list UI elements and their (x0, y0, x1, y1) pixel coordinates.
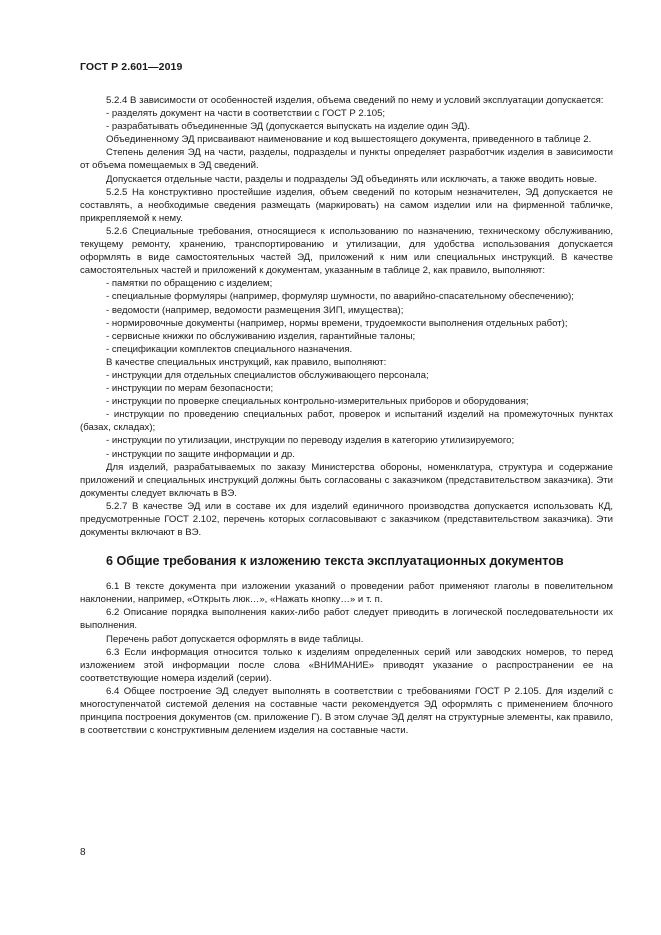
list-item: - памятки по обращению с изделием; (106, 278, 273, 290)
list-item: - инструкции по защите информации и др. (106, 448, 295, 460)
list-item: - нормировочные документы (например, нормы времени, трудоемкости выполнения отдельных работ); (106, 317, 568, 329)
document-body (80, 94, 613, 737)
list-item: - инструкции по проведению специальных работ, проверок и испытаний изделий на промежуточных пунктах (базах, складах); (80, 409, 613, 434)
paragraph-5-2-5: 5.2.5 На конструктивно простейшие изделия, объем сведений по которым незначителен, ЭД допускается не составлять, а необходимые сведения размещать (маркировать) на самом изделии или на фирменной табличке, прикрепляемой к нему. (80, 186, 613, 224)
list-item: - специальные формуляры (например, формуляр шумности, по аварийно-спасательному обеспечению); (106, 291, 574, 303)
list-item: - инструкции для отдельных специалистов обслуживающего персонала; (106, 369, 429, 381)
list-item: - инструкции по мерам безопасности; (106, 383, 274, 395)
list-item: - разделять документ на части в соответствии с ГОСТ Р 2.105; (106, 108, 386, 120)
list-item: - сервисные книжки по обслуживанию изделия, гарантийные талоны; (106, 330, 416, 342)
paragraph-6-1: 6.1 В тексте документа при изложении указаний о проведении работ применяют глаголы в повелительном наклонении, например, «Открыть люк…», «Нажать кнопку…» и т. п. (80, 581, 613, 606)
paragraph-6-2: 6.2 Описание порядка выполнения каких-либо работ следует приводить в логической последовательности их выполнения. (80, 607, 613, 632)
page-number: 8 (80, 847, 86, 858)
paragraph: Объединенному ЭД присваивают наименование и код вышестоящего документа, приведенного в таблице 2. (106, 134, 592, 146)
section-6-heading: 6 Общие требования к изложению текста эксплуатационных документов (106, 554, 564, 569)
list-item: - инструкции по проверке специальных контрольно-измерительных приборов и оборудования; (106, 396, 529, 408)
paragraph: Для изделий, разрабатываемых по заказу Министерства обороны, номенклатура, структура и содержание приложений и специальных инструкций должны быть согласованы с заказчиком (представительством заказчика). Эти документы следует включать в ВЭ. (80, 461, 613, 499)
paragraph-5-2-6: 5.2.6 Специальные требования, относящиеся к использованию по назначению, техническому обслуживанию, текущему ремонту, хранению, транспортированию и утилизации, для удобства использования допускается оформлять в виде самостоятельных частей ЭД, приложений к ним или специальных инструкций. В качестве самостоятельных частей и приложений к документам, указанным в таблице 2, как правило, выполняют: (80, 225, 613, 277)
list-item: - инструкции по утилизации, инструкции по переводу изделия в категорию утилизируемого; (106, 435, 515, 447)
paragraph: Допускается отдельные части, разделы и подразделы ЭД объединять или исключать, а также вводить новые. (106, 173, 597, 185)
paragraph-5-2-7: 5.2.7 В качестве ЭД или в составе их для изделий единичного производства допускается использовать КД, предусмотренные ГОСТ 2.102, перечень которых согласовывают с заказчиком (представительством заказчика). Эти документы включают в ВЭ. (80, 500, 613, 539)
list-item: - ведомости (например, ведомости размещения ЗИП, имущества); (106, 304, 404, 316)
paragraph-6-4: 6.4 Общее построение ЭД следует выполнять в соответствии с требованиями ГОСТ Р 2.105. Для изделий с многоступенчатой системой деления на составные части рекомендуется ЭД оформлять с применением блочного принципа построения документов (см. приложение Г). В этом случае ЭД делят на структурные элементы, как правило, в соответствии с конструктивным делением изделия на составные части. (80, 685, 613, 737)
paragraph: Степень деления ЭД на части, разделы, подразделы и пункты определяет разработчик изделия в зависимости от объема помещаемых в ЭД сведений. (80, 147, 613, 172)
paragraph-5-2-4: 5.2.4 В зависимости от особенностей изделия, объема сведений по нему и условий эксплуатации допускается: (106, 95, 604, 106)
paragraph-6-3: 6.3 Если информация относится только к изделиям определенных серий или заводских номеров, то перед изложением этой информации после слова «ВНИМАНИЕ» приводят указание о распространении ее на соответствующие номера изделий (серии). (80, 646, 613, 684)
paragraph: В качестве специальных инструкций, как правило, выполняют: (106, 356, 387, 368)
paragraph: Перечень работ допускается оформлять в виде таблицы. (106, 633, 364, 645)
list-item: - спецификации комплектов специального назначения. (106, 343, 353, 355)
list-item: - разрабатывать объединенные ЭД (допускается выпускать на изделие один ЭД). (106, 121, 470, 133)
document-code-header: ГОСТ Р 2.601—2019 (80, 61, 183, 73)
